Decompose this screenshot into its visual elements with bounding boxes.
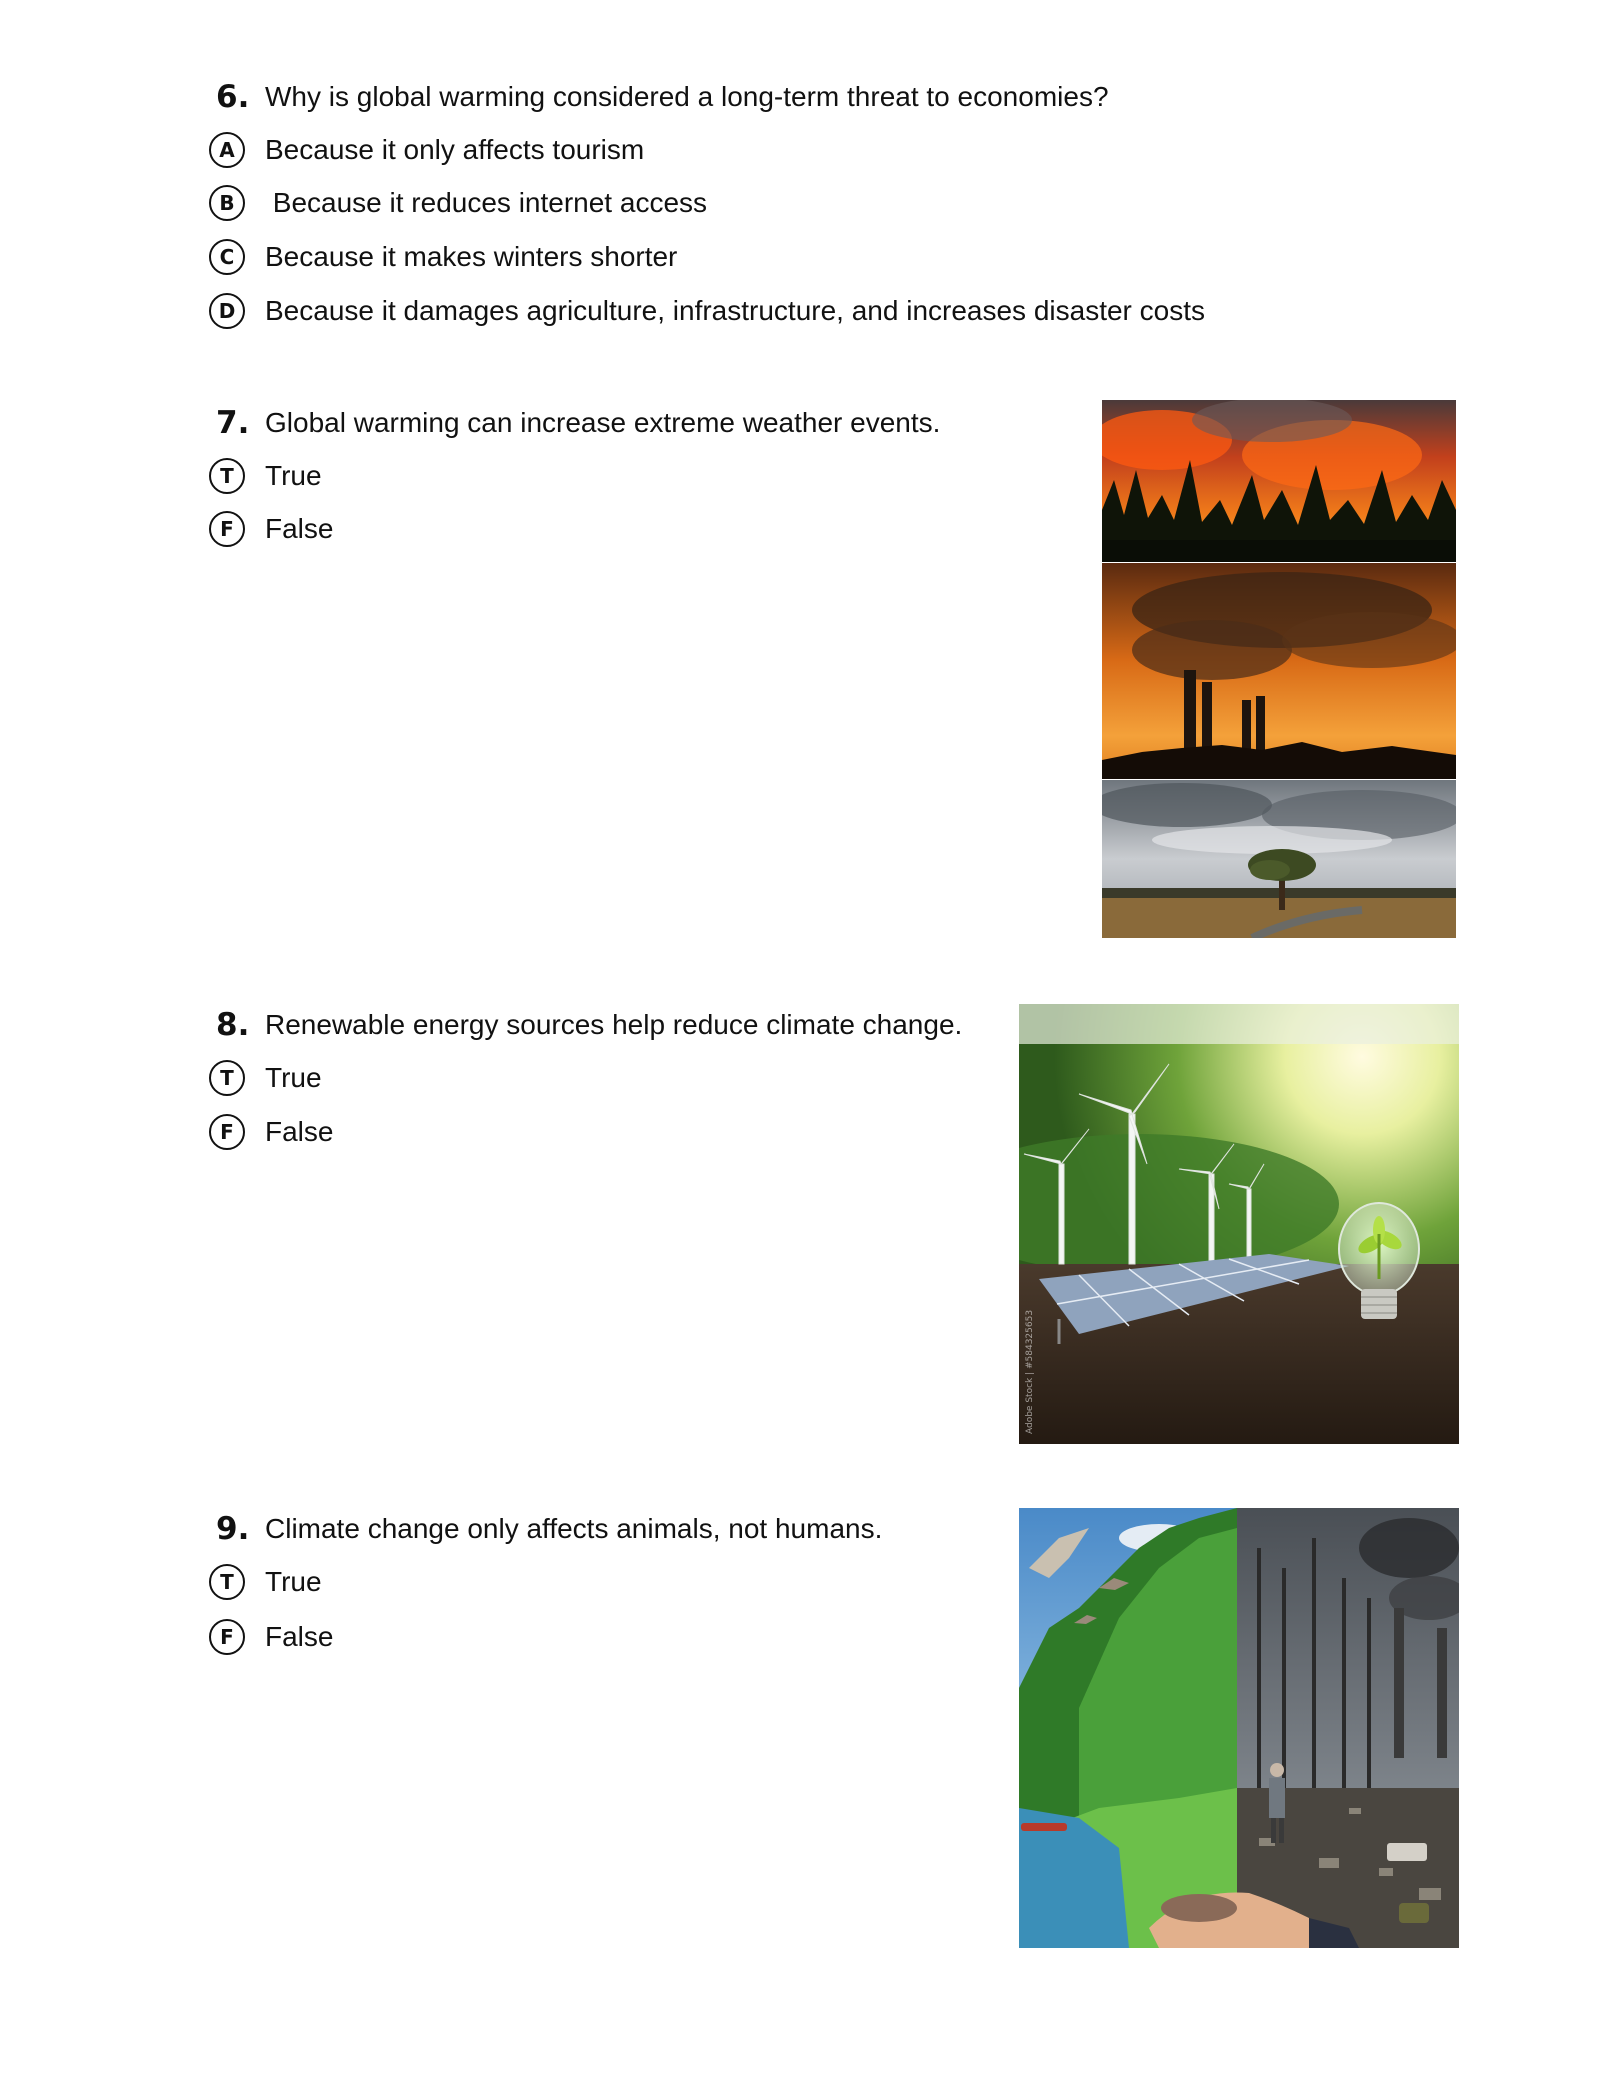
question-number: 9. [216, 1511, 250, 1547]
option-false[interactable] [0, 1617, 1100, 1661]
question-number: 8. [216, 1007, 250, 1043]
option-a-label: Because it only affects tourism [265, 134, 645, 165]
option-b[interactable] [0, 183, 1100, 227]
option-d-bubble[interactable]: D [209, 293, 245, 329]
option-false-label: False [265, 1621, 334, 1652]
option-true-label: True [265, 1566, 322, 1597]
option-false-bubble[interactable]: F [209, 511, 245, 547]
question-text: Renewable energy sources help reduce climate change. [265, 1009, 963, 1040]
question-number: 7. [216, 405, 250, 441]
question-number: 6. [216, 79, 250, 115]
option-true[interactable] [0, 1562, 1100, 1606]
option-b-bubble[interactable]: B [209, 185, 245, 221]
option-false-bubble[interactable]: F [209, 1619, 245, 1655]
option-false[interactable] [0, 509, 1100, 553]
question-9-heading [0, 1509, 1000, 1549]
option-false-label: False [265, 1116, 334, 1147]
option-a-bubble[interactable]: A [209, 132, 245, 168]
option-c-bubble[interactable]: C [209, 239, 245, 275]
question-text: Why is global warming considered a long-term threat to economies? [265, 81, 1109, 112]
option-d-label: Because it damages agriculture, infrastructure, and increases disaster costs [265, 295, 1206, 326]
option-false[interactable] [0, 1112, 1100, 1156]
option-d[interactable] [0, 291, 1206, 335]
option-false-label: False [265, 513, 334, 544]
question-6-heading [0, 77, 1200, 117]
option-true-bubble[interactable]: T [209, 458, 245, 494]
question-7-heading [0, 403, 1000, 443]
renewable-energy-image [1019, 1004, 1459, 1444]
stock-watermark: Adobe Stock | #584325653 [1025, 1309, 1035, 1434]
option-a[interactable] [0, 130, 1100, 174]
option-false-bubble[interactable]: F [209, 1114, 245, 1150]
option-true-bubble[interactable]: T [209, 1060, 245, 1096]
option-c-label: Because it makes winters shorter [265, 241, 678, 272]
option-true-label: True [265, 460, 322, 491]
question-text: Climate change only affects animals, not humans. [265, 1513, 883, 1544]
option-true-bubble[interactable]: T [209, 1564, 245, 1600]
option-true[interactable] [0, 1058, 1100, 1102]
option-b-label: Because it reduces internet access [265, 187, 708, 218]
option-true-label: True [265, 1062, 322, 1093]
nature-vs-pollution-image [1019, 1508, 1459, 1948]
option-c[interactable] [0, 237, 1100, 281]
option-true[interactable] [0, 456, 1100, 500]
climate-collage-image [1102, 400, 1456, 938]
question-8-heading [0, 1005, 1000, 1045]
question-text: Global warming can increase extreme weather events. [265, 407, 941, 438]
